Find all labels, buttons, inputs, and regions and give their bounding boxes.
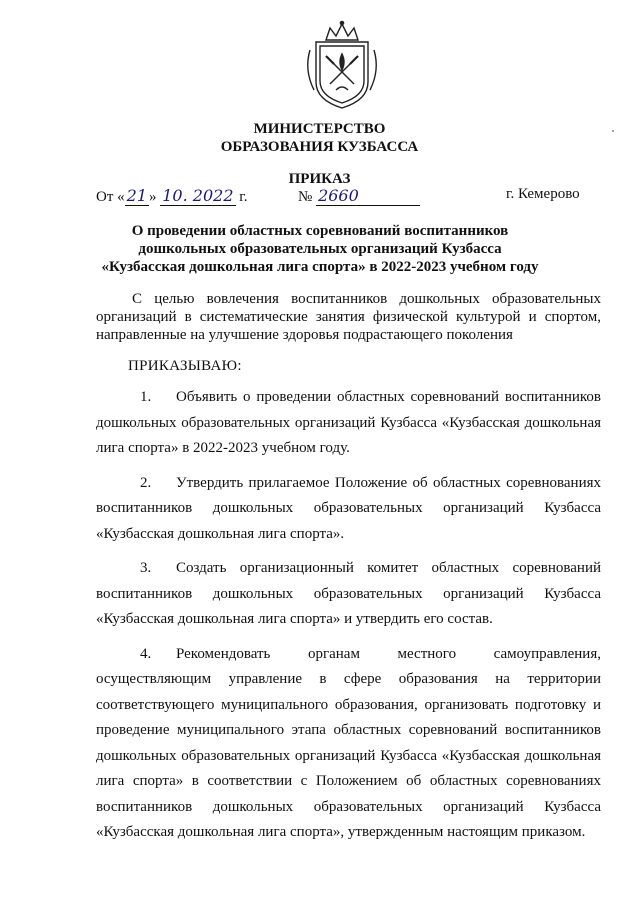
order-meta	[0, 186, 639, 208]
ministry-line1: МИНИСТЕРСТВО	[253, 121, 386, 137]
number-value: 2660	[316, 186, 420, 206]
date-day: 21	[126, 186, 147, 205]
order-item: 2. Утвердить прилагаемое Положение об областных соревнованиях воспитанников дошкольных образовательных организаций Кузбасса «Кузбасская дошкольная лига спорта».	[96, 474, 601, 542]
kuzbass-coat-of-arms-icon	[300, 20, 384, 112]
order-items	[96, 385, 601, 855]
from-label: От	[96, 189, 114, 205]
order-subject: О проведении областных соревнований воспитанников дошкольных образовательных организаций Кузбасса «Кузбасская дошкольная лига спорта» в 2022-2023 учебном году	[101, 223, 539, 275]
scan-speck	[612, 130, 614, 132]
order-item: 1. Объявить о проведении областных соревнований воспитанников дошкольных образовательных организаций Кузбасса «Кузбасская дошкольная лига спорта» в 2022-2023 учебном году.	[96, 389, 601, 456]
city: г. Кемерово	[506, 186, 580, 202]
order-number	[298, 186, 420, 206]
ministry-line2: ОБРАЗОВАНИЯ КУЗБАССА	[220, 139, 419, 155]
ministry-name	[0, 120, 639, 156]
order-title: ПРИКАЗ	[288, 171, 351, 187]
order-item: 4. Рекомендовать органам местного самоуправления, осуществляющим управление в сфере образования на территории соответствующего муниципального образования, организовать подготовку и проведение муниципального этапа областных соревнований воспитанников дошкольных образовательных организаций Кузбасса «Кузбасская дошкольная лига спорта» в соответствии с Положением об областных соревнованиях воспитанников дошкольных образовательных организаций Кузбасса «Кузбасская дошкольная лига спорта», утвержденным настоящим приказом.	[96, 645, 601, 840]
year-suffix: г.	[239, 189, 248, 205]
number-label: №	[298, 189, 313, 205]
order-date: От « 21 » 10. 2022 г.	[96, 186, 248, 205]
date-month-year: 10. 2022	[162, 186, 234, 205]
order-item: 3. Создать организационный комитет областных соревнований воспитанников дошкольных образовательных организаций Кузбасса «Кузбасская дошкольная лига спорта» и утвердить его состав.	[96, 560, 601, 627]
prikazyvayu-heading: ПРИКАЗЫВАЮ:	[128, 358, 242, 374]
intro-paragraph: С целью вовлечения воспитанников дошкольных образовательных организаций в систематические занятия физической культурой и спортом, направленные на улучшение здоровья подрастающего поколения	[96, 291, 601, 343]
